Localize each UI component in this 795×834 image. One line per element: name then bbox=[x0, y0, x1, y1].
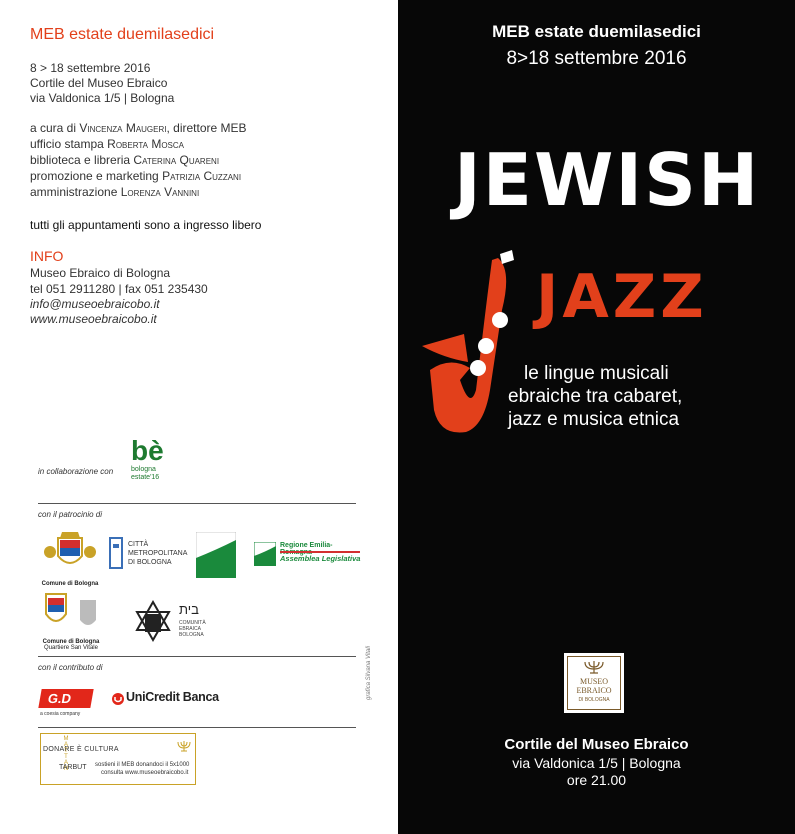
credit-line: amministrazione Lorenza Vannini bbox=[30, 185, 200, 199]
menorah-icon bbox=[177, 740, 191, 752]
info-heading: INFO bbox=[30, 248, 64, 264]
tower-icon bbox=[106, 536, 126, 570]
info-org: Museo Ebraico di Bologna bbox=[30, 266, 171, 280]
credit-line: a cura di Vincenza Maugeri, direttore MEB bbox=[30, 121, 247, 135]
crest-icon bbox=[40, 590, 102, 634]
unicredit-icon bbox=[112, 693, 124, 705]
contrib-label: con il contributo di bbox=[38, 663, 103, 672]
left-venue: Cortile del Museo Ebraico bbox=[30, 76, 168, 90]
jewish-wordmark: JEWISH bbox=[454, 138, 761, 222]
crest-icon bbox=[40, 528, 100, 576]
info-website[interactable]: www.museoebraicobo.it bbox=[30, 312, 157, 326]
right-panel bbox=[398, 0, 795, 834]
credits-list bbox=[30, 120, 247, 200]
regione-emilia-romagna-logo bbox=[196, 532, 236, 578]
museo-ebraico-logo: MUSEO EBRAICO DI BOLOGNA bbox=[564, 653, 624, 713]
right-address: via Valdonica 1/5 | Bologna bbox=[512, 755, 681, 771]
assemblea-legislativa-logo: Regione Emilia- Assemblea Legislativa bbox=[254, 540, 362, 570]
divider bbox=[38, 656, 356, 657]
credit-line: ufficio stampa Roberta Mosca bbox=[30, 137, 184, 151]
credit-line: biblioteca e libreria Caterina Quareni bbox=[30, 153, 220, 167]
divider bbox=[38, 727, 356, 728]
info-email[interactable]: info@museoebraicobo.it bbox=[30, 297, 160, 311]
free-entry-note: tutti gli appuntamenti sono a ingresso libero bbox=[30, 218, 262, 232]
right-time: ore 21.00 bbox=[566, 772, 627, 788]
left-address: via Valdonica 1/5 | Bologna bbox=[30, 91, 175, 105]
left-dates: 8 > 18 settembre 2016 bbox=[30, 61, 151, 75]
info-phone: tel 051 2911280 | fax 051 235430 bbox=[30, 282, 208, 296]
unicredit-logo: UniCredit Banca bbox=[112, 690, 222, 708]
star-of-david-icon bbox=[133, 600, 173, 644]
right-dates: 8>18 settembre 2016 bbox=[506, 48, 687, 69]
subtitle bbox=[508, 362, 795, 431]
comune-quartiere-crest: Comune di Bologna Quartiere San Vitale bbox=[40, 590, 102, 652]
be-bologna-estate-logo: bè bologna estate'16 bbox=[131, 435, 164, 481]
right-title: MEB estate duemilasedici bbox=[492, 22, 701, 41]
patronage-label: con il patrocinio di bbox=[38, 510, 103, 519]
right-venue: Cortile del Museo Ebraico bbox=[504, 736, 689, 753]
divider bbox=[38, 503, 356, 504]
gd-logo: G.D a coesia company bbox=[40, 689, 94, 719]
subtitle-line: le lingue musicali bbox=[524, 363, 669, 384]
citta-metropolitana-logo: CITTÀ METROPOLITANA DI BOLOGNA bbox=[106, 536, 186, 576]
graphic-credit: grafica Silvana Vitali bbox=[366, 646, 372, 700]
collab-label: in collaborazione con bbox=[38, 467, 114, 476]
donare-cultura-box: DONARE È CULTURA MATTAN TARBUT sostieni il MEB donandoci il 5x1000 consulta www.museoebraicobo.it bbox=[40, 733, 196, 785]
menorah-icon bbox=[583, 660, 605, 674]
subtitle-line: jazz e musica etnica bbox=[508, 409, 680, 430]
comune-bologna-crest: Comune di Bologna bbox=[40, 528, 100, 586]
credit-line: promozione e marketing Patrizia Cuzzani bbox=[30, 169, 242, 183]
subtitle-line: ebraiche tra cabaret, bbox=[508, 386, 683, 407]
jazz-wordmark: JAZZ bbox=[536, 262, 708, 332]
left-title: MEB estate duemilasedici bbox=[30, 26, 215, 43]
comunita-ebraica-logo: בית COMUNITÀ EBRAICA BOLOGNA bbox=[133, 600, 213, 644]
